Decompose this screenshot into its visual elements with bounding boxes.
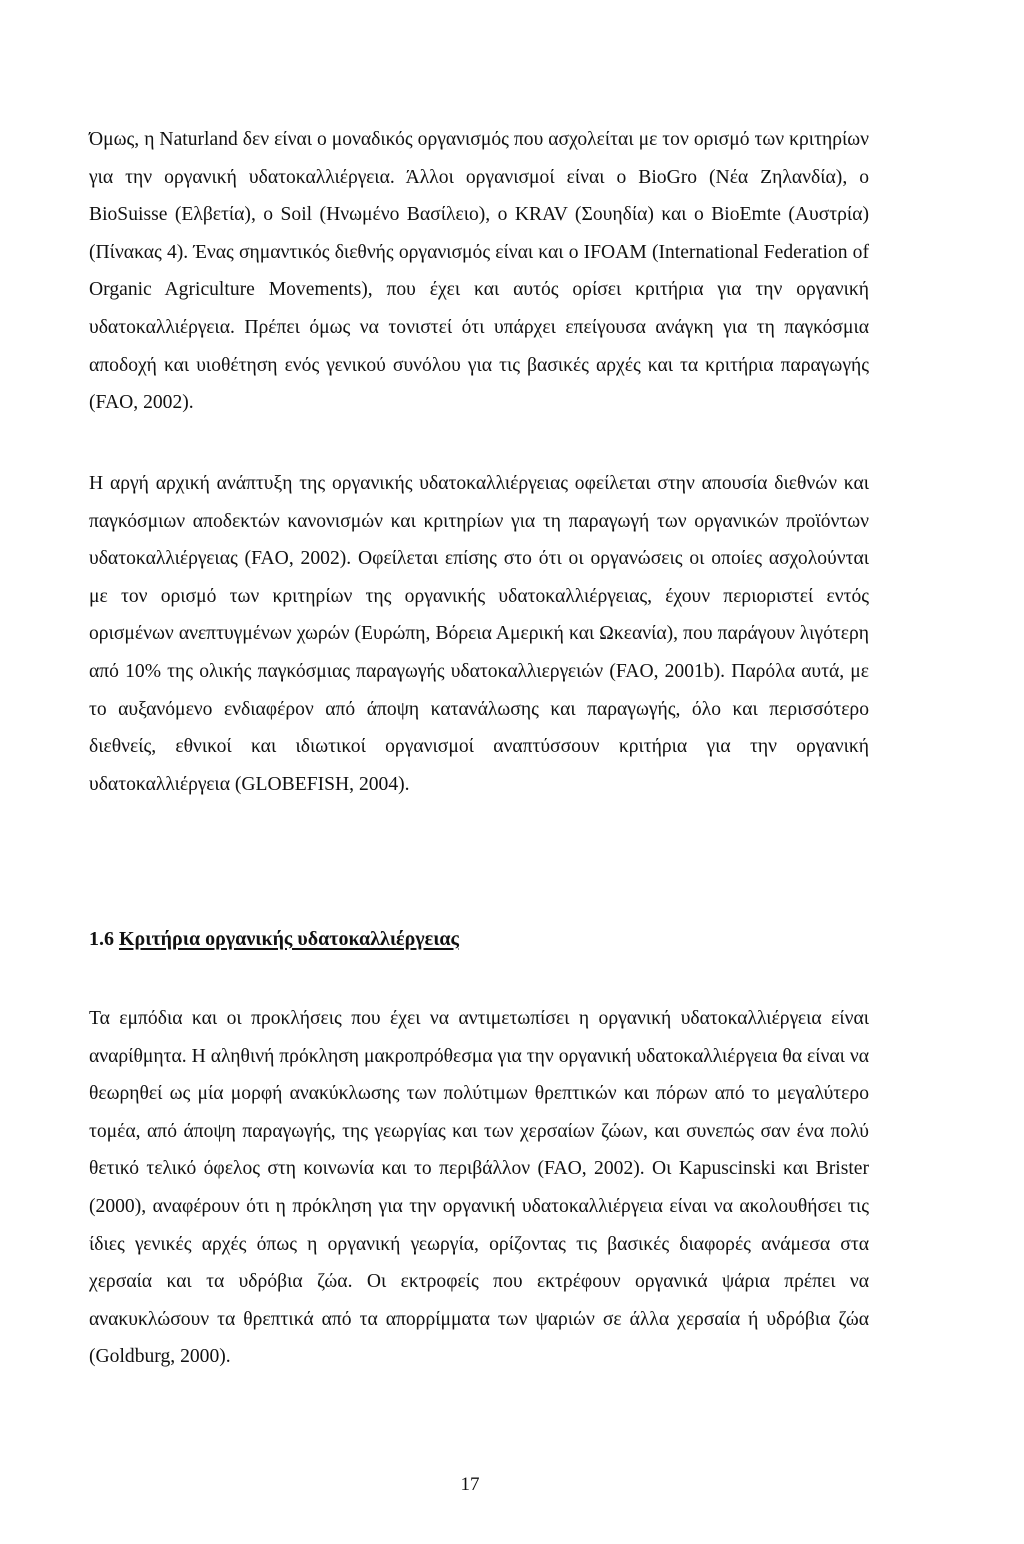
paragraph-organizations: Όμως, η Naturland δεν είναι ο μοναδικός οργανισμός που ασχολείται με τον ορισμό των κριτηρίων για την οργανική υδατοκαλλιέργεια. Άλλοι οργανισμοί είναι ο BioGro (Νέα Ζηλανδία), ο BioSuisse (Ελβετία), ο Soil (Ηνωμένο Βασίλειο), ο KRAV (Σουηδία) και ο BioEmte (Αυστρία) (Πίνακας 4). Ένας σημαντικός διεθνής οργανισμός είναι και ο IFOAM (International Federation of Organic Agriculture Movements), που έχει και αυτός ορίσει κριτήρια για την οργανική υδατοκαλλιέργεια. Πρέπει όμως να τονιστεί ότι υπάρχει επείγουσα ανάγκη για τη παγκόσμια αποδοχή και υιοθέτηση ενός γενικού συνόλου για τις βασικές αρχές και τα κριτήρια παραγωγής (FAO, 2002).	[89, 129, 869, 414]
section-title: Κριτήρια οργανικής υδατοκαλλιέργειας	[119, 928, 459, 950]
page-number: 17	[460, 1474, 480, 1495]
paragraph-slow-development: Η αργή αρχική ανάπτυξη της οργανικής υδατοκαλλιέργειας οφείλεται στην απουσία διεθνών και παγκόσμιων αποδεκτών κανονισμών και κριτηρίων για τη παραγωγή των οργανικών προϊόντων υδατοκαλλιέργειας (FAO, 2002). Οφείλεται επίσης στο ότι οι οργανώσεις οι οποίες ασχολούνται με τον ορισμό των κριτηρίων της οργανικής υδατοκαλλιέργειας, έχουν περιοριστεί εντός ορισμένων ανεπτυγμένων χωρών (Ευρώπη, Βόρεια Αμερική και Ωκεανία), που παράγουν λιγότερη από 10% της ολικής παγκόσμιας παραγωγής υδατοκαλλιεργειών (FAO, 2001b). Παρόλα αυτά, με το αυξανόμενο ενδιαφέρον από άποψη κατανάλωσης και παραγωγής, όλο και περισσότερο διεθνείς, εθνικοί και ιδιωτικοί οργανισμοί αναπτύσσουν κριτήρια για την οργανική υδατοκαλλιέργεια (GLOBEFISH, 2004).	[89, 473, 869, 795]
section-number: 1.6	[89, 928, 114, 950]
section-heading	[89, 928, 459, 951]
paragraph-obstacles: Τα εμπόδια και οι προκλήσεις που έχει να αντιμετωπίσει η οργανική υδατοκαλλιέργεια είναι αναρίθμητα. Η αληθινή πρόκληση μακροπρόθεσμα για την οργανική υδατοκαλλιέργεια θα είναι να θεωρηθεί ως μία μορφή ανακύκλωσης των πολύτιμων θρεπτικών και πόρων από το μεγαλύτερο τομέα, από άποψη παραγωγής, της γεωργίας και των χερσαίων ζώων, και συνεπώς σαν ένα πολύ θετικό τελικό όφελος στη κοινωνία και το περιβάλλον (FAO, 2002). Οι Kapuscinski και Brister (2000), αναφέρουν ότι η πρόκληση για την οργανική υδατοκαλλιέργεια είναι να ακολουθήσει τις ίδιες γενικές αρχές όπως η οργανική γεωργία, ορίζοντας τις βασικές διαφορές ανάμεσα στα χερσαία και τα υδρόβια ζώα. Οι εκτροφείς που εκτρέφουν οργανικά ψάρια πρέπει να ανακυκλώσουν τα θρεπτικά από τα απορρίμματα των ψαριών σε άλλα χερσαία ή υδρόβια ζώα (Goldburg, 2000).	[89, 1008, 869, 1368]
